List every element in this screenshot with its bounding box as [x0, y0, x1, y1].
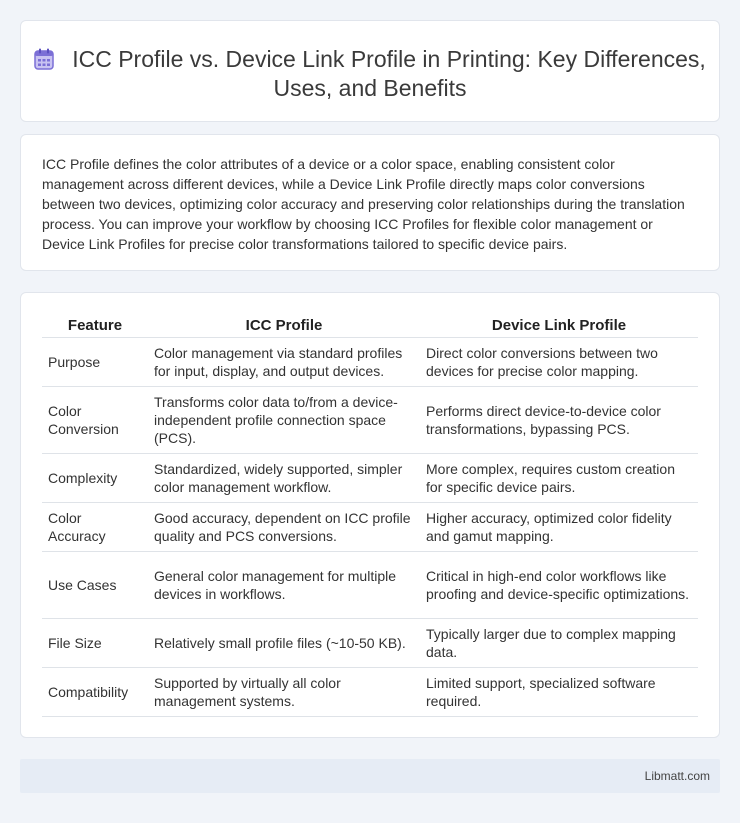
- table-row: [42, 667, 698, 716]
- device-link-cell: Limited support, specialized software required.: [420, 667, 698, 716]
- footer: [20, 759, 720, 793]
- table-row: [42, 502, 698, 551]
- device-link-cell: Performs direct device-to-device color transformations, bypassing PCS.: [420, 386, 698, 453]
- feature-cell: Complexity: [42, 453, 148, 502]
- feature-cell: Use Cases: [42, 551, 148, 618]
- table-row: [42, 453, 698, 502]
- feature-cell: Purpose: [42, 337, 148, 386]
- icc-cell: Supported by virtually all color management systems.: [148, 667, 420, 716]
- device-link-cell: Critical in high-end color workflows like proofing and device-specific optimizations.: [420, 551, 698, 618]
- device-link-cell: Higher accuracy, optimized color fidelity and gamut mapping.: [420, 502, 698, 551]
- calendar-icon: [34, 48, 54, 70]
- icc-cell: Relatively small profile files (~10-50 KB).: [148, 618, 420, 667]
- footer-brand-link[interactable]: Libmatt.com: [644, 769, 710, 783]
- intro-paragraph: ICC Profile defines the color attributes of a device or a color space, enabling consistent color management across different devices, while a Device Link Profile directly maps color conversions between two devices, optimizing color accuracy and preserving color relationships during the translation process. You can improve your workflow by choosing ICC Profiles for flexible color management or Device Link Profiles for precise color transformations tailored to specific device pairs.: [42, 156, 685, 252]
- feature-cell: Color Accuracy: [42, 502, 148, 551]
- device-link-cell: Typically larger due to complex mapping data.: [420, 618, 698, 667]
- feature-cell: File Size: [42, 618, 148, 667]
- icc-cell: Transforms color data to/from a device-independent profile connection space (PCS).: [148, 386, 420, 453]
- feature-cell: Color Conversion: [42, 386, 148, 453]
- comparison-table: [42, 315, 698, 717]
- icc-cell: General color management for multiple devices in workflows.: [148, 551, 420, 618]
- device-link-cell: Direct color conversions between two devices for precise color mapping.: [420, 337, 698, 386]
- feature-cell: Compatibility: [42, 667, 148, 716]
- header-device-link-profile: Device Link Profile: [420, 315, 698, 337]
- icc-cell: Standardized, widely supported, simpler color management workflow.: [148, 453, 420, 502]
- table-row: [42, 618, 698, 667]
- icc-cell: Good accuracy, dependent on ICC profile quality and PCS conversions.: [148, 502, 420, 551]
- header-feature: Feature: [42, 315, 148, 337]
- intro-card: [20, 134, 720, 271]
- title-card: [20, 20, 720, 122]
- device-link-cell: More complex, requires custom creation for specific device pairs.: [420, 453, 698, 502]
- icc-cell: Color management via standard profiles for input, display, and output devices.: [148, 337, 420, 386]
- comparison-card: [20, 292, 720, 738]
- table-row: [42, 337, 698, 386]
- page-title-text: ICC Profile vs. Device Link Profile in Printing: Key Differences, Uses, and Benefits: [72, 46, 706, 101]
- table-header-row: [42, 315, 698, 337]
- table-row: [42, 386, 698, 453]
- header-icc-profile: ICC Profile: [148, 315, 420, 337]
- table-row: [42, 551, 698, 618]
- page-title: [21, 45, 719, 103]
